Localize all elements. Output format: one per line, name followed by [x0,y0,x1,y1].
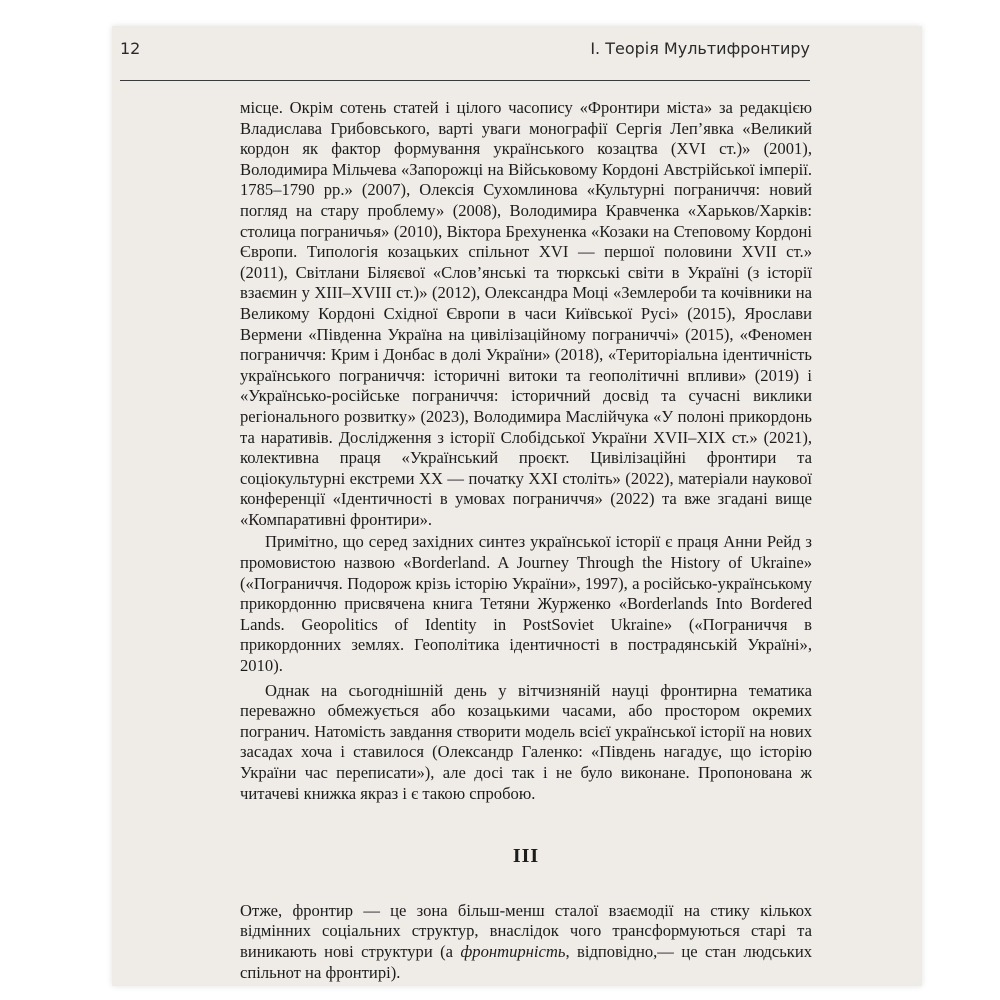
paragraph-4-text-a: Отже, фронтир — це зона більш-менш сталої взаємодії на стику кількох відмінних соціальних структур, внаслідок чого трансформуються старі та виникають нові структури (а [240,900,812,961]
paragraph-4-text-b: , відповідно,— це стан людських спільнот на фронтирі). [240,941,812,982]
header-divider [120,80,810,81]
paragraph-2: Примітно, що серед західних синтез української історії є праця Анни Рейд з промовистою назвою «Borderland. A Journey Through the History of Ukraine» («Пограниччя. Подорож крізь історію України», 1997), а російсько-українському прикордонню присвячена книга Тетяни Журженко «Borderlands Into Bordered Lands. Geopolitics of Identity in PostSoviet Ukraine» («Пограниччя в прикордонних землях. Геополітика ідентичності в пострадянській Україні», 2010). [240,532,812,676]
paragraph-3: Однак на сьогоднішній день у вітчизняній науці фронтирна тематика переважно обмежується або козацькими часами, або простором окремих погранич. Натомість завдання створити модель всієї української історії на нових засадах хоча і ставилося (Олександр Галенко: «Південь нагадує, що історію України час переписати»), але досі так і не було виконане. Пропонована ж читачеві книжка якраз і є такою спробою. [240,680,812,803]
running-head [120,37,810,77]
chapter-title: І. Теорія Мультифронтиру [590,39,810,58]
section-heading: III [512,845,540,868]
body-text [240,98,812,983]
italic-term: фронтирність [460,941,566,961]
paragraph-4 [240,901,812,983]
paragraph-1: місце. Окрім сотень статей і цілого часопису «Фронтири міста» за редакцією Владислава Грибовського, варті уваги монографії Сергія Леп’явка «Великий кордон як фактор формування українського козацтва (XVI ст.)» (2001), Володимира Мільчева «Запорожці на Військовому Кордоні Австрійської імперії. 1785–1790 рр.» (2007), Олексія Сухомлинова «Культурні пограниччя: новий погляд на стару проблему» (2008), Володимира Кравченка «Харьков/Харків: столица пограничья» (2010), Віктора Брехуненка «Козаки на Степовому Кордоні Європи. Типологія козацьких спільнот XVI — першої половини XVII ст.» (2011), Світлани Біляєвої «Слов’янські та тюркські світи в Україні (з історії взаємин у XIII–XVIII ст.)» (2012), Олександра Моці «Землероби та кочівники на Великому Кордоні Східної Європи в часи Київської Русі» (2015), Ярослави Вермени «Південна Україна на цивілізаційному пограниччі» (2015), «Феномен пограниччя: Крим і Донбас в долі України» (2018), «Територіальна ідентичність українського пограниччя: історичні витоки та геополітичні впливи» (2019) і «Українсько-російське пограниччя: історичний досвід та сучасні виклики регіонального розвитку» (2023), Володимира Маслійчука «У полоні прикордонь та наративів. Дослідження з історії Слобідської України XVII–XIX ст.» (2021), колективна праця «Український проєкт. Цивілізаційні фронтири та соціокультурні екстреми XX — початку XXI століть» (2022), матеріали наукової конференції «Ідентичності в умовах пограниччя» (2022) та вже згадані вище «Компаративні фронтири». [240,98,812,529]
page-number: 12 [120,39,141,58]
